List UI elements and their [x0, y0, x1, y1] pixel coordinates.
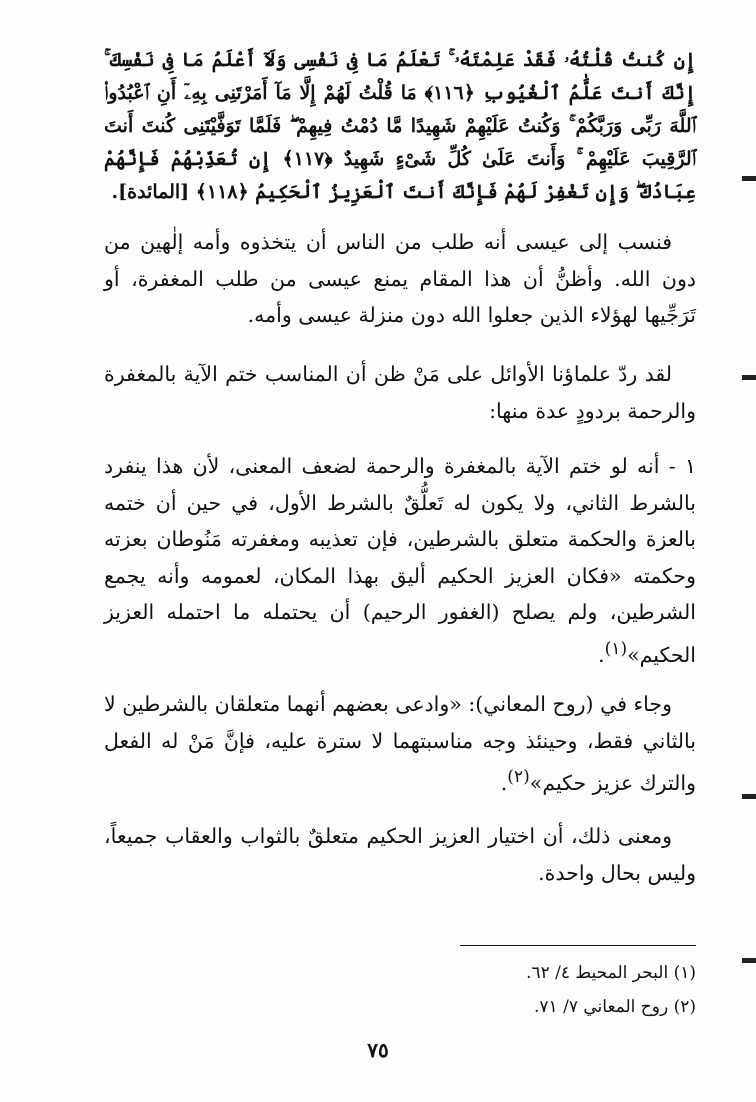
footnote-ref-1: (١)	[604, 638, 628, 659]
margin-mark	[742, 176, 756, 181]
paragraph-2: لقد ردّ علماؤنا الأوائل على مَنْ ظن أن المناسب ختم الآية بالمغفرة والرحمة بردودٍ عدة منها:	[104, 362, 696, 423]
page-number: ٧٥	[367, 1038, 389, 1062]
footnotes	[104, 956, 696, 1024]
paragraph-5: ومعنى ذلك، أن اختيار العزيز الحكيم متعلقٌ بالثواب والعقاب جميعاً، وليس بحال واحدة.	[104, 824, 696, 885]
paragraph-4	[104, 686, 696, 801]
paragraph-3	[104, 448, 696, 673]
paragraph-4-end: .	[500, 770, 508, 795]
footnote-1: (١) البحر المحيط ٤/ ٦٢.	[526, 963, 696, 983]
margin-mark	[742, 958, 756, 963]
paragraph-1: فنسب إلى عيسى أنه طلب من الناس أن يتخذوه وأمه إلٰهين من دون الله. وأظنُّ أن هذا المقام يمنع عيسى من طلب المغفرة، أو تَرَجِّيها لهؤلاء الذين جعلوا الله دون منزلة عيسى وأمه.	[104, 230, 696, 327]
paragraph-3-end: .	[598, 642, 605, 667]
footnote-divider	[460, 945, 696, 946]
paragraph-4-text: وجاء في (روح المعاني): «وادعى بعضهم أنهما متعلقان بالشرطين لا بالثاني فقط، وحينئذ وجه مناسبتهما لا سترة عليه، فإنَّ مَنْ له الفعل والترك عزيز حكيم»	[104, 692, 696, 795]
paragraph-3-text: ١ - أنه لو ختم الآية بالمغفرة والرحمة لضعف المعنى، لأن هذا ينفرد بالشرط الثاني، ولا يكون له تَعلُّقٌ بالشرط الأول، في حين أن ختمه بالعزة والحكمة متعلق بالشرطين، فإن تعذيبه ومغفرته مَنُوطان بعزته وحكمته «فكان العزيز الحكيم أليق بهذا المكان، لعمومه وأنه يجمع الشرطين، ولم يصلح (الغفور الرحيم) أن يحتمله ما احتمله العزيز الحكيم»	[104, 454, 696, 667]
quran-excerpt: إِن كُنتُ قُلْتُهُۥ فَقَدْ عَلِمْتَهُۥ ۚ تَعْلَمُ مَا فِى نَفْسِى وَلَآ أَعْلَمُ مَا فِى نَفْسِكَ ۚ إِنَّكَ أَنتَ عَلَّٰمُ ٱلْغُيُوبِ ﴿١١٦﴾ مَا قُلْتُ لَهُمْ إِلَّا مَآ أَمَرْتَنِى بِهِۦٓ أَنِ ٱعْبُدُوا۟ ٱللَّهَ رَبِّى وَرَبَّكُمْ ۚ وَكُنتُ عَلَيْهِمْ شَهِيدًا مَّا دُمْتُ فِيهِمْ ۖ فَلَمَّا تَوَفَّيْتَنِى كُنتَ أَنتَ ٱلرَّقِيبَ عَلَيْهِمْ ۚ وَأَنتَ عَلَىٰ كُلِّ شَىْءٍ شَهِيدٌ ﴿١١٧﴾ إِن تُعَذِّبْهُمْ فَإِنَّهُمْ عِبَادُكَ ۖ وَإِن تَغْفِرْ لَهُمْ فَإِنَّكَ أَنتَ ٱلْعَزِيزُ ٱلْحَكِيمُ ﴿١١٨﴾ [المائدة].	[104, 49, 696, 203]
margin-mark	[742, 794, 756, 799]
footnote-2: (٢) روح المعاني ٧/ ٧١.	[534, 997, 696, 1017]
margin-mark	[742, 375, 756, 380]
footnote-ref-2: (٢)	[507, 767, 530, 787]
